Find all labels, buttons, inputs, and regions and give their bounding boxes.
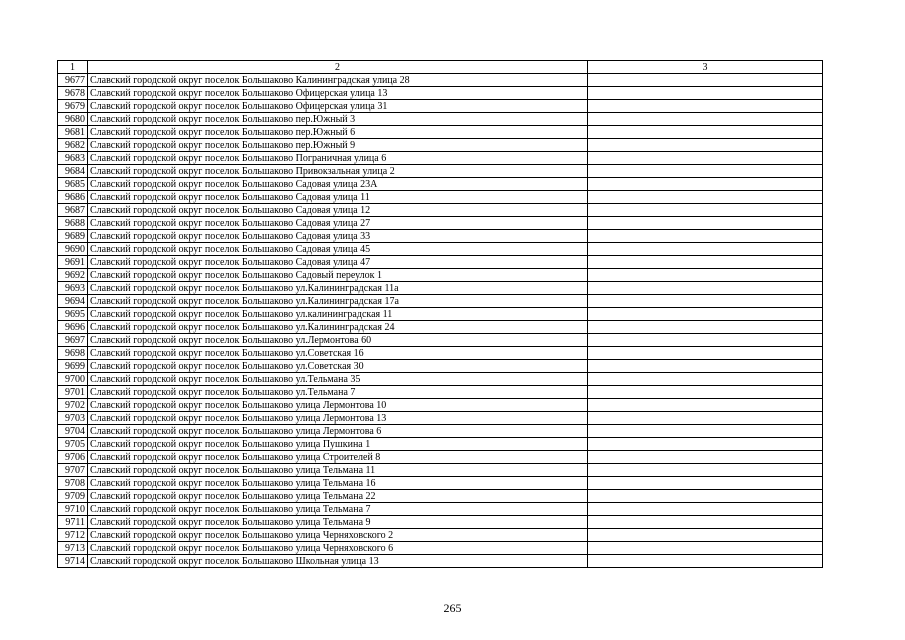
address-cell: Славский городской округ поселок Большаково улица Лермонтова 10 xyxy=(88,399,588,412)
table-row xyxy=(58,451,823,464)
row-number-cell: 9711 xyxy=(58,516,88,529)
row-number-cell: 9713 xyxy=(58,542,88,555)
table-row xyxy=(58,139,823,152)
column-3-cell xyxy=(588,386,823,399)
table-row xyxy=(58,516,823,529)
table-row xyxy=(58,308,823,321)
table-row xyxy=(58,477,823,490)
table-row xyxy=(58,399,823,412)
address-cell: Славский городской округ поселок Большаково Офицерская улица 13 xyxy=(88,87,588,100)
row-number-cell: 9714 xyxy=(58,555,88,568)
table-row xyxy=(58,165,823,178)
table-row xyxy=(58,256,823,269)
address-cell: Славский городской округ поселок Большаково Привокзальная улица 2 xyxy=(88,165,588,178)
table-row xyxy=(58,204,823,217)
column-3-cell xyxy=(588,555,823,568)
row-number-cell: 9691 xyxy=(58,256,88,269)
address-cell: Славский городской округ поселок Большаково пер.Южный 6 xyxy=(88,126,588,139)
row-number-cell: 9679 xyxy=(58,100,88,113)
column-3-cell xyxy=(588,126,823,139)
column-3-cell xyxy=(588,269,823,282)
table-row xyxy=(58,321,823,334)
address-cell: Славский городской округ поселок Большаково пер.Южный 9 xyxy=(88,139,588,152)
table-row xyxy=(58,100,823,113)
address-cell: Славский городской округ поселок Большаково Калининградская улица 28 xyxy=(88,74,588,87)
column-3-cell xyxy=(588,347,823,360)
address-cell: Славский городской округ поселок Большаково Садовая улица 23А xyxy=(88,178,588,191)
address-cell: Славский городской округ поселок Большаково Садовая улица 47 xyxy=(88,256,588,269)
column-3-cell xyxy=(588,178,823,191)
column-3-cell xyxy=(588,464,823,477)
address-cell: Славский городской округ поселок Большаково ул.Лермонтова 60 xyxy=(88,334,588,347)
table-row xyxy=(58,217,823,230)
table-row xyxy=(58,529,823,542)
address-cell: Славский городской округ поселок Большаково улица Черняховского 6 xyxy=(88,542,588,555)
table-row xyxy=(58,503,823,516)
address-cell: Славский городской округ поселок Большаково Садовая улица 27 xyxy=(88,217,588,230)
table-row xyxy=(58,373,823,386)
column-3-cell xyxy=(588,334,823,347)
table-row xyxy=(58,555,823,568)
table-row xyxy=(58,191,823,204)
column-3-cell xyxy=(588,529,823,542)
row-number-cell: 9678 xyxy=(58,87,88,100)
row-number-cell: 9704 xyxy=(58,425,88,438)
column-3-cell xyxy=(588,282,823,295)
address-cell: Славский городской округ поселок Большаково ул.Калининградская 11а xyxy=(88,282,588,295)
row-number-cell: 9700 xyxy=(58,373,88,386)
address-cell: Славский городской округ поселок Большаково Садовая улица 33 xyxy=(88,230,588,243)
address-cell: Славский городской округ поселок Большаково улица Тельмана 9 xyxy=(88,516,588,529)
address-cell: Славский городской округ поселок Большаково ул.калининградская 11 xyxy=(88,308,588,321)
column-3-cell xyxy=(588,165,823,178)
address-cell: Славский городской округ поселок Большаково Садовая улица 45 xyxy=(88,243,588,256)
row-number-cell: 9695 xyxy=(58,308,88,321)
table-header-row xyxy=(58,61,823,74)
column-3-cell xyxy=(588,243,823,256)
address-cell: Славский городской округ поселок Большаково Садовая улица 12 xyxy=(88,204,588,217)
row-number-cell: 9682 xyxy=(58,139,88,152)
row-number-cell: 9690 xyxy=(58,243,88,256)
column-3-cell xyxy=(588,308,823,321)
address-cell: Славский городской округ поселок Большаково Пограничная улица 6 xyxy=(88,152,588,165)
table-row xyxy=(58,178,823,191)
column-3-cell xyxy=(588,230,823,243)
row-number-cell: 9709 xyxy=(58,490,88,503)
table-row xyxy=(58,282,823,295)
table-row xyxy=(58,295,823,308)
table-row xyxy=(58,230,823,243)
row-number-cell: 9686 xyxy=(58,191,88,204)
header-col-1: 1 xyxy=(58,61,88,74)
row-number-cell: 9701 xyxy=(58,386,88,399)
row-number-cell: 9702 xyxy=(58,399,88,412)
column-3-cell xyxy=(588,477,823,490)
column-3-cell xyxy=(588,503,823,516)
table-row xyxy=(58,74,823,87)
address-cell: Славский городской округ поселок Большаково ул.Калининградская 24 xyxy=(88,321,588,334)
row-number-cell: 9707 xyxy=(58,464,88,477)
table-row xyxy=(58,412,823,425)
column-3-cell xyxy=(588,87,823,100)
address-cell: Славский городской округ поселок Большаково улица Тельмана 22 xyxy=(88,490,588,503)
column-3-cell xyxy=(588,100,823,113)
table-row xyxy=(58,425,823,438)
row-number-cell: 9703 xyxy=(58,412,88,425)
column-3-cell xyxy=(588,321,823,334)
table-row xyxy=(58,152,823,165)
row-number-cell: 9689 xyxy=(58,230,88,243)
column-3-cell xyxy=(588,295,823,308)
column-3-cell xyxy=(588,191,823,204)
row-number-cell: 9696 xyxy=(58,321,88,334)
row-number-cell: 9706 xyxy=(58,451,88,464)
address-table xyxy=(57,60,823,568)
row-number-cell: 9710 xyxy=(58,503,88,516)
row-number-cell: 9681 xyxy=(58,126,88,139)
column-3-cell xyxy=(588,152,823,165)
table-body xyxy=(58,61,823,568)
column-3-cell xyxy=(588,74,823,87)
table-row xyxy=(58,87,823,100)
address-cell: Славский городской округ поселок Большаково ул.Калининградская 17а xyxy=(88,295,588,308)
address-cell: Славский городской округ поселок Большаково ул.Советская 30 xyxy=(88,360,588,373)
address-cell: Славский городской округ поселок Большаково Садовый переулок 1 xyxy=(88,269,588,282)
address-cell: Славский городской округ поселок Большаково улица Черняховского 2 xyxy=(88,529,588,542)
row-number-cell: 9680 xyxy=(58,113,88,126)
row-number-cell: 9687 xyxy=(58,204,88,217)
table-row xyxy=(58,490,823,503)
column-3-cell xyxy=(588,204,823,217)
table-row xyxy=(58,386,823,399)
row-number-cell: 9708 xyxy=(58,477,88,490)
row-number-cell: 9684 xyxy=(58,165,88,178)
table-row xyxy=(58,347,823,360)
row-number-cell: 9688 xyxy=(58,217,88,230)
address-cell: Славский городской округ поселок Большаково улица Лермонтова 13 xyxy=(88,412,588,425)
column-3-cell xyxy=(588,490,823,503)
address-cell: Славский городской округ поселок Большаково Школьная улица 13 xyxy=(88,555,588,568)
row-number-cell: 9693 xyxy=(58,282,88,295)
row-number-cell: 9697 xyxy=(58,334,88,347)
column-3-cell xyxy=(588,360,823,373)
address-cell: Славский городской округ поселок Большаково улица Тельмана 16 xyxy=(88,477,588,490)
column-3-cell xyxy=(588,438,823,451)
column-3-cell xyxy=(588,542,823,555)
column-3-cell xyxy=(588,412,823,425)
address-cell: Славский городской округ поселок Большаково пер.Южный 3 xyxy=(88,113,588,126)
table-row xyxy=(58,113,823,126)
column-3-cell xyxy=(588,516,823,529)
row-number-cell: 9699 xyxy=(58,360,88,373)
column-3-cell xyxy=(588,425,823,438)
address-cell: Славский городской округ поселок Большаково улица Пушкина 1 xyxy=(88,438,588,451)
column-3-cell xyxy=(588,256,823,269)
address-cell: Славский городской округ поселок Большаково улица Тельмана 11 xyxy=(88,464,588,477)
row-number-cell: 9685 xyxy=(58,178,88,191)
header-col-3: 3 xyxy=(588,61,823,74)
table-row xyxy=(58,464,823,477)
row-number-cell: 9698 xyxy=(58,347,88,360)
address-cell: Славский городской округ поселок Большаково улица Тельмана 7 xyxy=(88,503,588,516)
row-number-cell: 9683 xyxy=(58,152,88,165)
address-cell: Славский городской округ поселок Большаково улица Строителей 8 xyxy=(88,451,588,464)
column-3-cell xyxy=(588,373,823,386)
row-number-cell: 9705 xyxy=(58,438,88,451)
row-number-cell: 9694 xyxy=(58,295,88,308)
address-cell: Славский городской округ поселок Большаково улица Лермонтова 6 xyxy=(88,425,588,438)
row-number-cell: 9692 xyxy=(58,269,88,282)
address-cell: Славский городской округ поселок Большаково Офицерская улица 31 xyxy=(88,100,588,113)
column-3-cell xyxy=(588,113,823,126)
table-row xyxy=(58,438,823,451)
row-number-cell: 9677 xyxy=(58,74,88,87)
table-row xyxy=(58,334,823,347)
address-cell: Славский городской округ поселок Большаково ул.Тельмана 35 xyxy=(88,373,588,386)
address-cell: Славский городской округ поселок Большаково ул.Советская 16 xyxy=(88,347,588,360)
row-number-cell: 9712 xyxy=(58,529,88,542)
page-number: 265 xyxy=(443,601,462,615)
column-3-cell xyxy=(588,217,823,230)
table-row xyxy=(58,126,823,139)
header-col-2: 2 xyxy=(88,61,588,74)
column-3-cell xyxy=(588,139,823,152)
address-cell: Славский городской округ поселок Большаково ул.Тельмана 7 xyxy=(88,386,588,399)
column-3-cell xyxy=(588,399,823,412)
table-row xyxy=(58,243,823,256)
table-row xyxy=(58,542,823,555)
table-row xyxy=(58,269,823,282)
column-3-cell xyxy=(588,451,823,464)
table-row xyxy=(58,360,823,373)
address-cell: Славский городской округ поселок Большаково Садовая улица 11 xyxy=(88,191,588,204)
